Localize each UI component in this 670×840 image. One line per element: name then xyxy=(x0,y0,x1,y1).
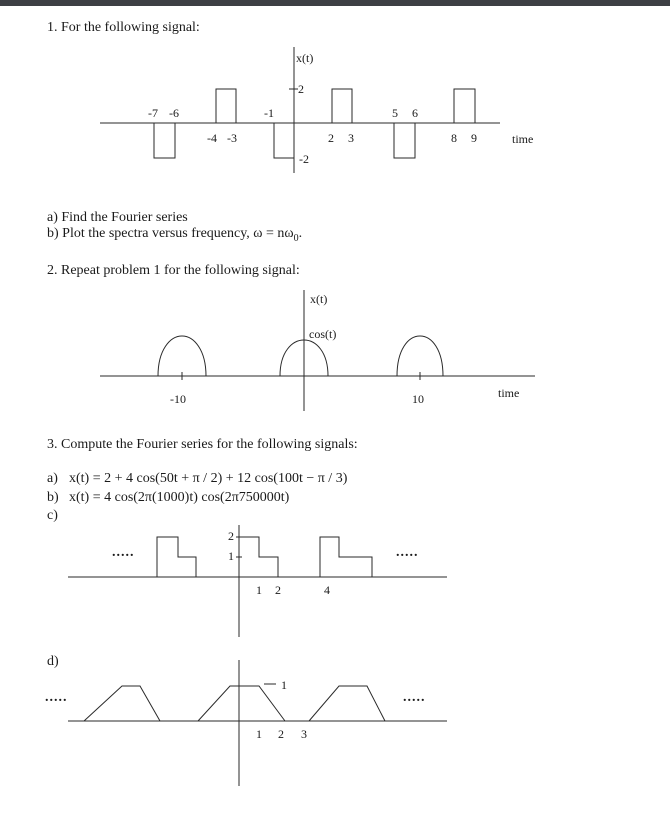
p1-tick-label: 3 xyxy=(348,131,354,145)
p3-c-label: c) xyxy=(47,508,58,523)
p3d-trapezoid-right xyxy=(309,686,385,721)
p1-x-label: time xyxy=(512,132,534,146)
p1-part-b-subscript: 0 xyxy=(293,232,299,244)
p1-tick-label: 6 xyxy=(412,106,418,120)
p1-tick-label: -7 xyxy=(148,106,158,120)
p1-tick-label: 9 xyxy=(471,131,477,145)
p3-a-equation: x(t) = 2 + 4 cos(50t + π / 2) + 12 cos(100t − π / 3) xyxy=(69,471,348,486)
p1-tick-label: -4 xyxy=(207,131,217,145)
p3d-tick-label: 3 xyxy=(301,727,307,741)
p1-part-b-period: . xyxy=(298,226,303,241)
p3c-y1-label: 1 xyxy=(228,549,234,563)
p3d-tick-label: 1 xyxy=(256,727,262,741)
p2-tick-label: -10 xyxy=(170,392,186,406)
p3d-trapezoid-center xyxy=(198,686,285,721)
p1-part-b-text: b) Plot the spectra versus frequency, ω = nω xyxy=(47,226,294,241)
p1-y-neg-label: -2 xyxy=(299,152,309,166)
p3-a-label: a) xyxy=(47,471,58,486)
p1-tick-label: 8 xyxy=(451,131,457,145)
p1-y-label: x(t) xyxy=(296,51,314,65)
p3-b-equation: x(t) = 4 cos(2π(1000)t) cos(2π750000t) xyxy=(69,490,290,505)
p3d-trapezoid-left xyxy=(84,686,160,721)
p3c-tick-label: 4 xyxy=(324,583,330,597)
p3d-dots-right: ..... xyxy=(403,690,426,705)
p2-x-label: time xyxy=(498,386,520,400)
p3-d-label: d) xyxy=(47,654,59,669)
p1-tick-label: -3 xyxy=(227,131,237,145)
p1-tick-label: 5 xyxy=(392,106,398,120)
p3d-tick-label: 2 xyxy=(278,727,284,741)
p3d-dots-left: ..... xyxy=(45,690,68,705)
p1-tick-label: -1 xyxy=(264,106,274,120)
p2-curve-label: cos(t) xyxy=(309,327,337,341)
problem-3-heading: 3. Compute the Fourier series for the following signals: xyxy=(47,437,358,452)
p3-b-label: b) xyxy=(47,490,59,505)
problem-1-part-a: a) Find the Fourier series xyxy=(47,210,188,225)
p1-y-pos-label: 2 xyxy=(298,82,304,96)
p1-tick-label: 2 xyxy=(328,131,334,145)
p3c-tick-label: 2 xyxy=(275,583,281,597)
p3d-y1-label: 1 xyxy=(281,678,287,692)
p2-y-label: x(t) xyxy=(310,292,328,306)
problem-2-heading: 2. Repeat problem 1 for the following signal: xyxy=(47,263,300,278)
p3c-y2-label: 2 xyxy=(228,529,234,543)
p2-tick-label: 10 xyxy=(412,392,424,406)
p1-tick-label: -6 xyxy=(169,106,179,120)
p3c-tick-label: 1 xyxy=(256,583,262,597)
p3c-dots-left: ..... xyxy=(112,545,135,560)
problem-1-heading: 1. For the following signal: xyxy=(47,20,200,35)
p3c-dots-right: ..... xyxy=(396,545,419,560)
